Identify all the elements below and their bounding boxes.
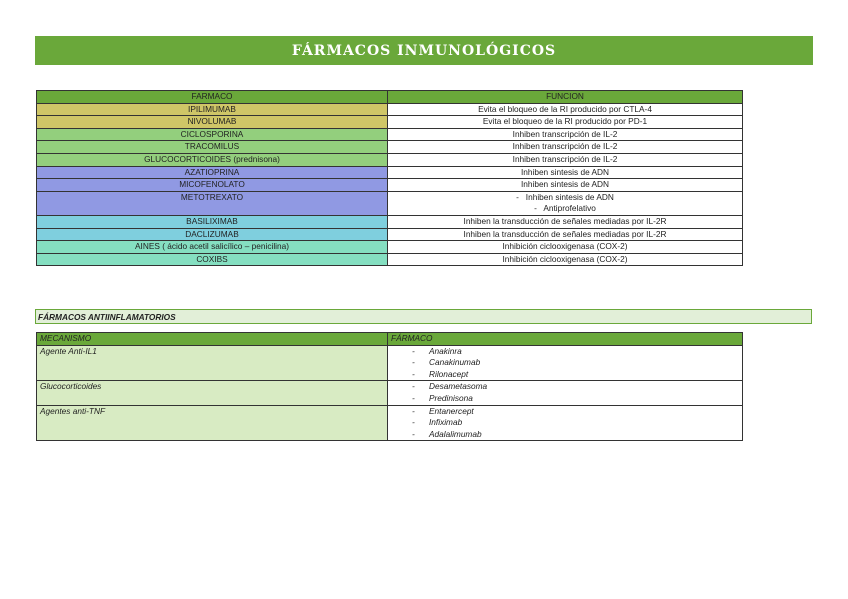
mechanism-cell: Agentes anti-TNF	[37, 405, 388, 441]
function-cell: Inhiben la transducción de señales mediadas por IL-2R	[388, 228, 743, 241]
column-header-mechanism: MECANISMO	[37, 333, 388, 346]
function-text: Antiprofelativo	[543, 203, 596, 214]
table-row	[37, 241, 743, 254]
function-text: Inhiben sintesis de ADN	[525, 191, 614, 202]
function-cell: Inhiben transcripción de IL-2	[388, 128, 743, 141]
mechanism-cell: Agente Anti-IL1	[37, 345, 388, 381]
drug-cell: NIVOLUMAB	[37, 116, 388, 129]
table-row	[37, 228, 743, 241]
drug-list-item: - Predinisona	[391, 393, 742, 405]
function-cell: Inhiben transcripción de IL-2	[388, 141, 743, 154]
table-row	[37, 253, 743, 266]
table-row	[37, 116, 743, 129]
drug-cell: BASILIXIMAB	[37, 215, 388, 228]
page-title: FÁRMACOS INMUNOLÓGICOS	[35, 36, 813, 65]
table-row	[37, 345, 743, 381]
table-row	[37, 191, 743, 215]
drug-list-item: - Anakinra	[391, 346, 742, 358]
table-row	[37, 179, 743, 192]
drug-cell: CICLOSPORINA	[37, 128, 388, 141]
table-row	[37, 153, 743, 166]
drug-list-item: - Infiximab	[391, 417, 742, 429]
drug-cell: AINES ( ácido acetil salicílico – penicilina)	[37, 241, 388, 254]
drug-list-cell	[388, 381, 743, 405]
column-header-drug: FÁRMACO	[388, 333, 743, 346]
drug-cell: TRACOMILUS	[37, 141, 388, 154]
drug-list-item: - Desametasoma	[391, 381, 742, 393]
function-cell: Inhiben la transducción de señales mediadas por IL-2R	[388, 215, 743, 228]
table-row	[37, 141, 743, 154]
function-cell: Inhiben sintesis de ADN	[388, 179, 743, 192]
column-header-drug: FARMACO	[37, 91, 388, 104]
function-list-item	[388, 192, 742, 204]
drug-cell: IPILIMUMAB	[37, 103, 388, 116]
drug-list-item: - Entanercept	[391, 406, 742, 418]
function-cell: Evita el bloqueo de la RI producido por PD-1	[388, 116, 743, 129]
table-row	[37, 166, 743, 179]
drug-cell: METOTREXATO	[37, 191, 388, 215]
table-row	[37, 405, 743, 441]
drug-list-cell	[388, 345, 743, 381]
function-cell: Inhiben sintesis de ADN	[388, 166, 743, 179]
function-cell	[388, 191, 743, 215]
antiinflammatory-drugs-table	[36, 332, 743, 441]
table-header-row	[37, 91, 743, 104]
drug-list	[391, 346, 742, 381]
table-row	[37, 215, 743, 228]
drug-cell: DACLIZUMAB	[37, 228, 388, 241]
drug-list-item: - Adalalimumab	[391, 429, 742, 441]
mechanism-cell: Glucocorticoides	[37, 381, 388, 405]
drug-list	[391, 381, 742, 404]
function-list	[388, 192, 742, 215]
function-list-item	[388, 203, 742, 215]
drug-list-item: - Rilonacept	[391, 369, 742, 381]
table-header-row	[37, 333, 743, 346]
function-cell: Inhibición ciclooxigenasa (COX-2)	[388, 253, 743, 266]
function-cell: Inhiben transcripción de IL-2	[388, 153, 743, 166]
table-row	[37, 381, 743, 405]
drug-cell: AZATIOPRINA	[37, 166, 388, 179]
drug-cell: COXIBS	[37, 253, 388, 266]
section-title-antiinflammatory: FÁRMACOS ANTIINFLAMATORIOS	[35, 309, 812, 324]
drug-list	[391, 406, 742, 441]
column-header-function: FUNCION	[388, 91, 743, 104]
immunologic-drugs-table	[36, 90, 743, 266]
table-row	[37, 103, 743, 116]
function-cell: Evita el bloqueo de la RI producido por CTLA-4	[388, 103, 743, 116]
table-row	[37, 128, 743, 141]
drug-list-item: - Canakinumab	[391, 357, 742, 369]
function-cell: Inhibición ciclooxigenasa (COX-2)	[388, 241, 743, 254]
drug-list-cell	[388, 405, 743, 441]
drug-cell: GLUCOCORTICOIDES (prednisona)	[37, 153, 388, 166]
drug-cell: MICOFENOLATO	[37, 179, 388, 192]
